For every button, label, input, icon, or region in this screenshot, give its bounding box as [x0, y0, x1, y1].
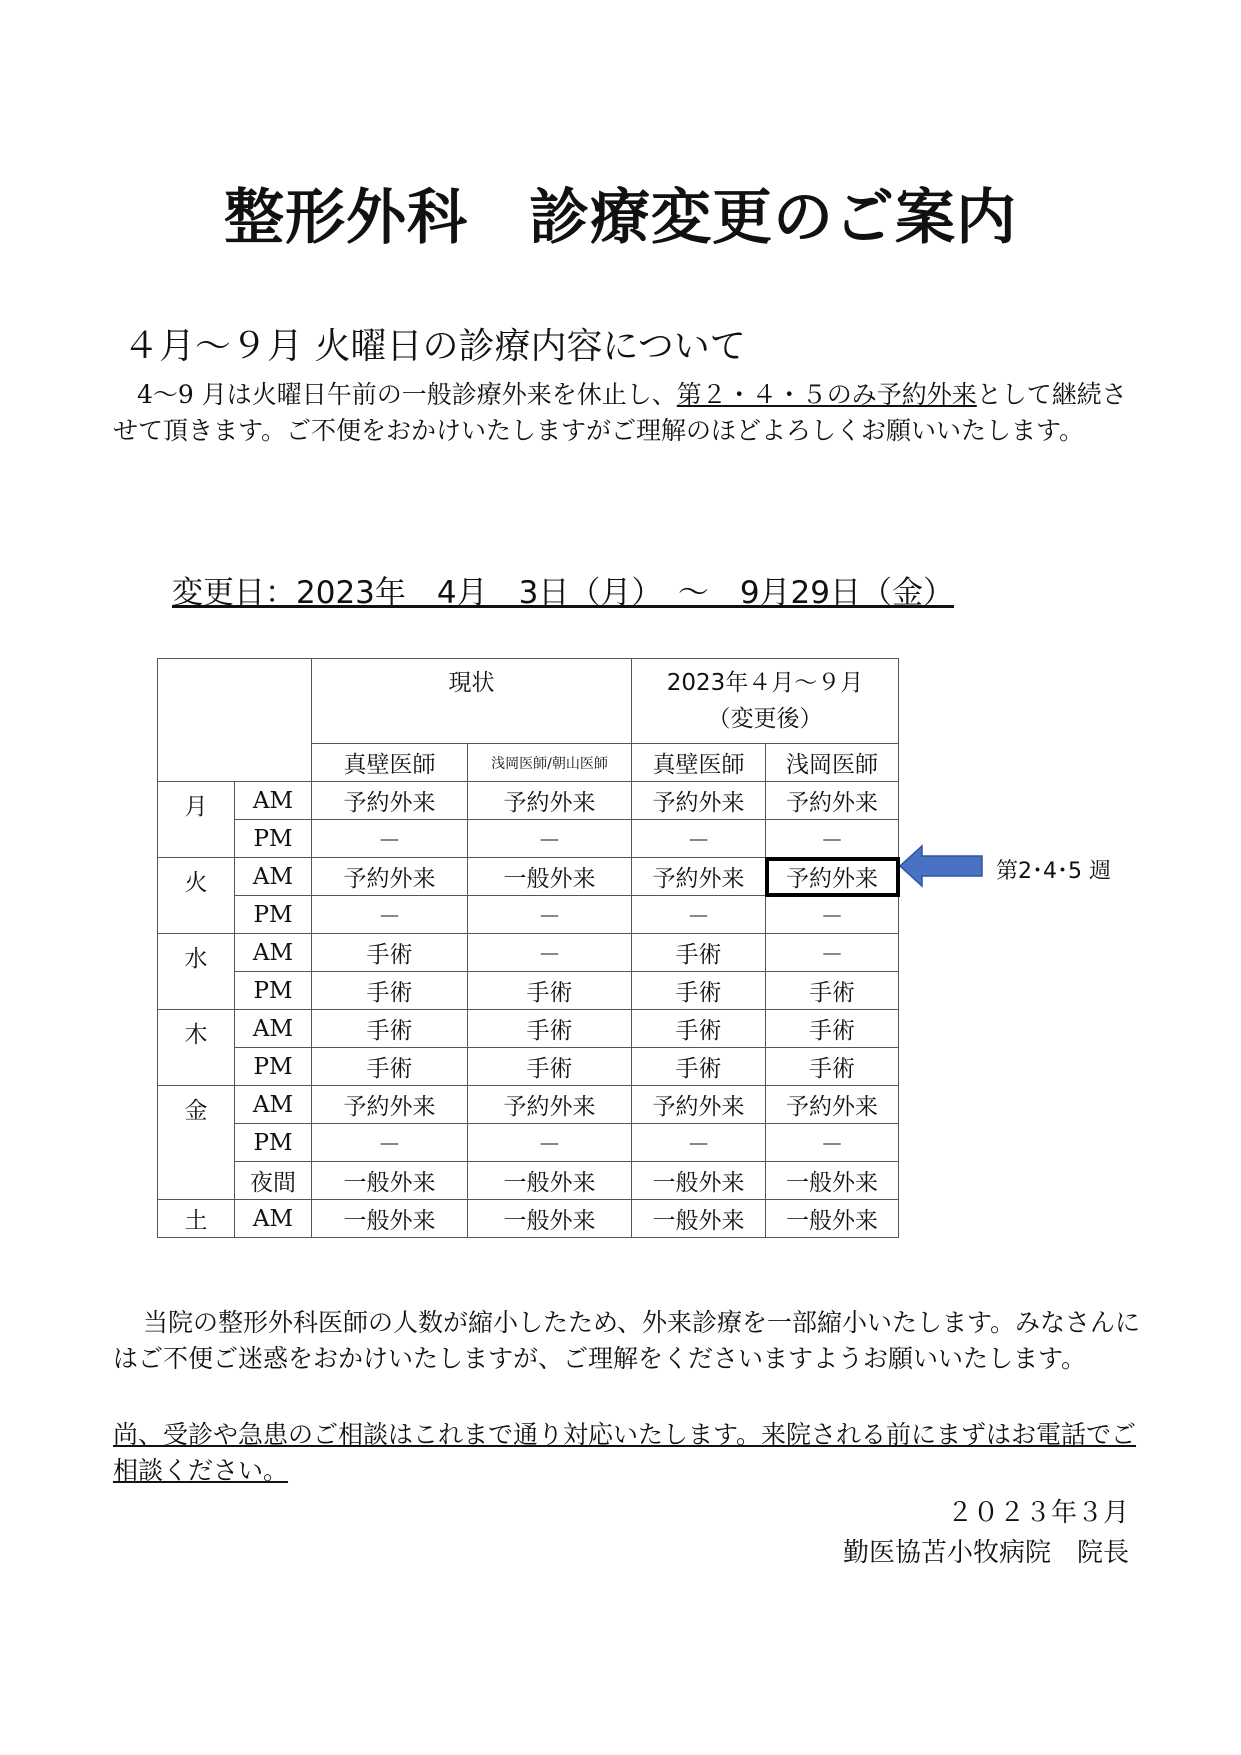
table-row — [158, 782, 899, 820]
highlighted-schedule-cell: 予約外来 — [766, 858, 899, 896]
table-corner-cell — [158, 659, 312, 782]
schedule-cell: － — [632, 896, 766, 934]
schedule-cell: － — [766, 820, 899, 858]
schedule-cell: 予約外来 — [632, 1086, 766, 1124]
table-row — [158, 1124, 899, 1162]
schedule-cell: 予約外来 — [766, 1086, 899, 1124]
table-header-row — [158, 659, 899, 744]
group-after-period: 2023年４月～９月 — [666, 670, 864, 696]
week-note: 第2･4･5 週 — [996, 859, 1111, 884]
intro-text-underlined: 第２・４・５のみ予約外来 — [676, 380, 977, 409]
schedule-cell: 予約外来 — [468, 782, 632, 820]
schedule-cell: 手術 — [632, 1048, 766, 1086]
schedule-cell: 一般外来 — [468, 858, 632, 896]
intro-text-after: として継続させて頂きます。ご不便をおかけいたしますがご理解のほどよろしくお願いいたします。 — [113, 380, 1127, 445]
schedule-cell: 一般外来 — [632, 1200, 766, 1238]
schedule-cell: 手術 — [468, 1010, 632, 1048]
schedule-cell: 手術 — [312, 972, 468, 1010]
schedule-cell: 予約外来 — [632, 858, 766, 896]
day-cell: 木 — [158, 1010, 235, 1086]
doctor-header: 真壁医師 — [632, 744, 766, 782]
schedule-cell: 手術 — [312, 1010, 468, 1048]
doctor-header: 浅岡医師 — [766, 744, 899, 782]
change-date: 変更日：2023年 4月 3日（月） ～ 9月29日（金） — [172, 575, 955, 611]
signature: 勤医協苫小牧病院 院長 — [842, 1538, 1129, 1568]
closing-text: 当院の整形外科医師の人数が縮小したため、外来診療を一部縮小いたします。みなさんにはご不便ご迷惑をおかけいたしますが、ご理解をくださいますようお願いいたします。 — [113, 1308, 1141, 1373]
time-cell: PM — [235, 896, 312, 934]
page-title: 整形外科 診療変更のご案内 — [224, 183, 1017, 253]
time-cell: PM — [235, 1048, 312, 1086]
schedule-cell: 予約外来 — [312, 1086, 468, 1124]
time-cell: AM — [235, 934, 312, 972]
schedule-cell: － — [766, 934, 899, 972]
doctor-header: 浅岡医師/朝山医師 — [468, 744, 632, 782]
schedule-cell: － — [312, 820, 468, 858]
closing-note-text: 尚、受診や急患のご相談はこれまで通り対応いたします。来院される前にまずはお電話でご相談ください。 — [113, 1420, 1137, 1485]
schedule-cell: － — [468, 1124, 632, 1162]
table-row — [158, 934, 899, 972]
schedule-cell: 一般外来 — [766, 1162, 899, 1200]
date-signature-block — [843, 1493, 1129, 1573]
schedule-cell: 予約外来 — [468, 1086, 632, 1124]
schedule-cell: 一般外来 — [468, 1162, 632, 1200]
table-row — [158, 972, 899, 1010]
day-cell: 火 — [158, 858, 235, 934]
schedule-cell: － — [468, 896, 632, 934]
schedule-table — [157, 658, 899, 1238]
schedule-cell: 手術 — [766, 1010, 899, 1048]
schedule-cell: 手術 — [468, 972, 632, 1010]
schedule-cell: 手術 — [312, 1048, 468, 1086]
schedule-cell: 手術 — [468, 1048, 632, 1086]
table-row — [158, 1048, 899, 1086]
schedule-cell: － — [766, 1124, 899, 1162]
schedule-cell: 一般外来 — [312, 1162, 468, 1200]
schedule-cell: 一般外来 — [766, 1200, 899, 1238]
schedule-cell: － — [766, 896, 899, 934]
day-cell: 水 — [158, 934, 235, 1010]
schedule-cell: 予約外来 — [632, 782, 766, 820]
closing-note — [113, 1417, 1153, 1489]
table-row — [158, 1162, 899, 1200]
day-cell: 月 — [158, 782, 235, 858]
intro-text-before: 4～9 月は火曜日午前の一般診療外来を休止し、 — [137, 380, 677, 409]
time-cell: AM — [235, 858, 312, 896]
schedule-cell: 手術 — [312, 934, 468, 972]
time-cell: AM — [235, 1086, 312, 1124]
schedule-cell: 予約外来 — [312, 858, 468, 896]
time-cell: AM — [235, 1200, 312, 1238]
closing-paragraph — [113, 1305, 1153, 1377]
schedule-cell: － — [312, 1124, 468, 1162]
left-arrow-icon — [900, 844, 984, 888]
schedule-cell: 予約外来 — [766, 782, 899, 820]
schedule-cell: － — [632, 820, 766, 858]
table-row — [158, 820, 899, 858]
table-row — [158, 1200, 899, 1238]
time-cell: PM — [235, 820, 312, 858]
schedule-cell: 手術 — [632, 972, 766, 1010]
schedule-cell: 手術 — [766, 972, 899, 1010]
schedule-cell: － — [468, 934, 632, 972]
table-row — [158, 896, 899, 934]
time-cell: PM — [235, 1124, 312, 1162]
schedule-cell: 一般外来 — [468, 1200, 632, 1238]
schedule-cell: 一般外来 — [632, 1162, 766, 1200]
group-after-label: （変更後） — [707, 706, 823, 732]
schedule-cell: 一般外来 — [312, 1200, 468, 1238]
schedule-cell: 手術 — [632, 934, 766, 972]
time-cell: 夜間 — [235, 1162, 312, 1200]
schedule-cell: － — [468, 820, 632, 858]
day-cell: 金 — [158, 1086, 235, 1200]
issue-date: ２０２３年３月 — [946, 1498, 1129, 1528]
section-heading: ４月～９月 火曜日の診療内容について — [123, 326, 746, 367]
day-cell: 土 — [158, 1200, 235, 1238]
table-row — [158, 1086, 899, 1124]
schedule-cell: 手術 — [632, 1010, 766, 1048]
table-row — [158, 1010, 899, 1048]
time-cell: AM — [235, 782, 312, 820]
schedule-cell: － — [632, 1124, 766, 1162]
intro-paragraph — [113, 377, 1143, 449]
time-cell: AM — [235, 1010, 312, 1048]
doctor-header: 真壁医師 — [312, 744, 468, 782]
schedule-cell: 予約外来 — [312, 782, 468, 820]
table-row — [158, 858, 899, 896]
time-cell: PM — [235, 972, 312, 1010]
group-current: 現状 — [312, 659, 632, 744]
group-after — [632, 659, 899, 744]
schedule-cell: 手術 — [766, 1048, 899, 1086]
schedule-cell: － — [312, 896, 468, 934]
